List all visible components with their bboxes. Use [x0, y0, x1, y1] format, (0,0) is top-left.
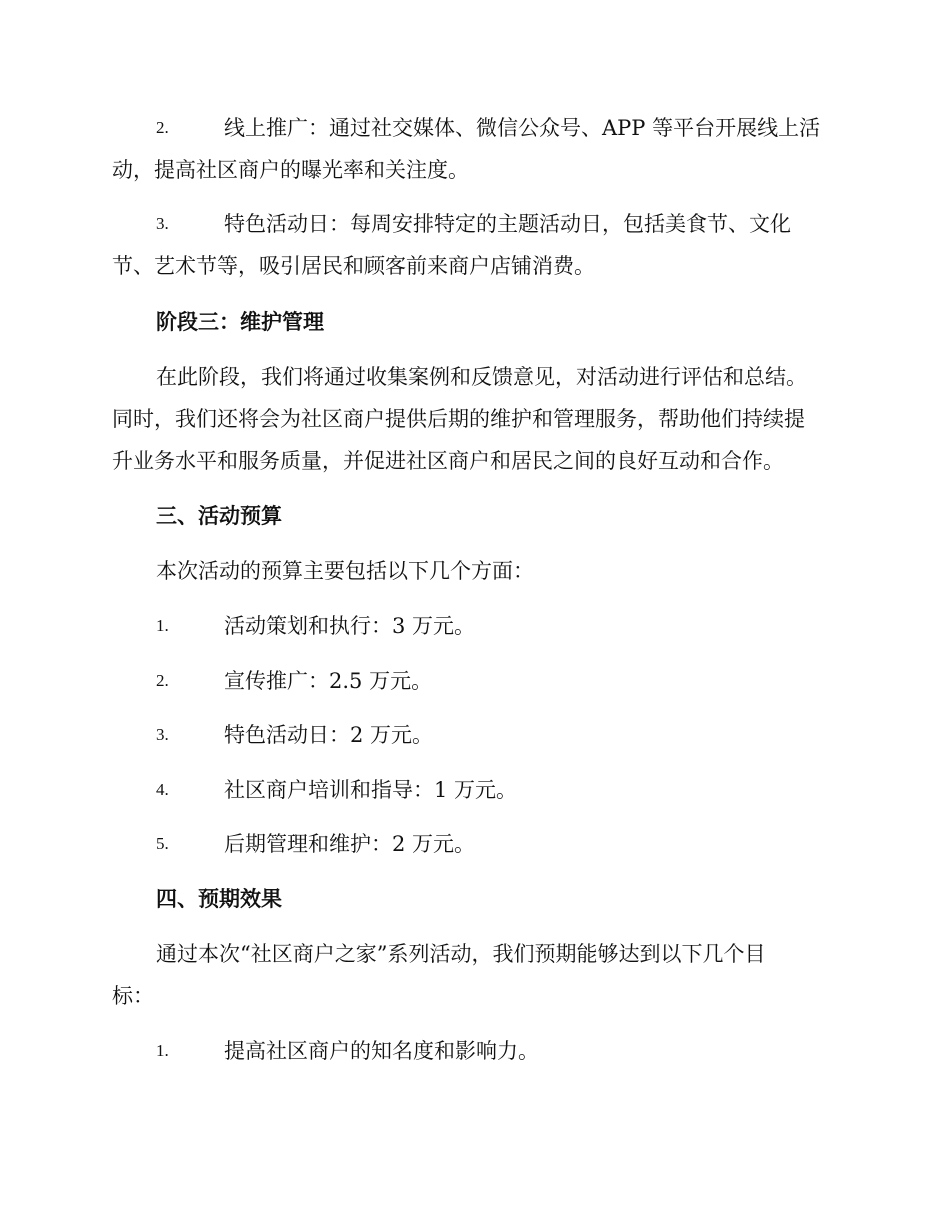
- list-number: 3.: [156, 725, 169, 744]
- list-number: 2.: [156, 671, 169, 690]
- section-heading-effects: 四、预期效果: [156, 886, 282, 911]
- paragraph-line: 本次活动的预算主要包括以下几个方面：: [156, 559, 534, 583]
- section-heading-budget: 三、活动预算: [156, 503, 282, 528]
- list-number: 1.: [156, 616, 169, 635]
- section-heading-stage3: 阶段三：维护管理: [156, 309, 324, 334]
- list-item-text: 宣传推广：2.5 万元。: [224, 669, 433, 693]
- paragraph-line: 升业务水平和服务质量，并促进社区商户和居民之间的良好互动和合作。: [112, 449, 784, 473]
- list-item-text: 后期管理和维护：2 万元。: [224, 832, 476, 856]
- list-item-text: 活动策划和执行：3 万元。: [224, 614, 476, 638]
- list-item-text: 社区商户培训和指导：1 万元。: [224, 778, 518, 802]
- paragraph-line: 同时，我们还将会为社区商户提供后期的维护和管理服务，帮助他们持续提: [112, 407, 805, 431]
- list-number: 3.: [156, 214, 169, 233]
- list-item-text: 线上推广：通过社交媒体、微信公众号、APP 等平台开展线上活: [224, 116, 821, 140]
- list-number: 2.: [156, 118, 169, 137]
- list-number: 4.: [156, 780, 169, 799]
- list-item-text: 特色活动日：2 万元。: [224, 723, 434, 747]
- list-item-text: 提高社区商户的知名度和影响力。: [224, 1039, 539, 1063]
- list-number: 1.: [156, 1041, 169, 1060]
- list-number: 5.: [156, 834, 169, 853]
- list-item-text: 特色活动日：每周安排特定的主题活动日，包括美食节、文化: [224, 212, 791, 236]
- list-item-continuation: 动，提高社区商户的曝光率和关注度。: [112, 158, 469, 182]
- paragraph-line: 在此阶段，我们将通过收集案例和反馈意见，对活动进行评估和总结。: [156, 365, 807, 389]
- paragraph-line: 标：: [112, 984, 154, 1008]
- paragraph-line: 通过本次“社区商户之家”系列活动，我们预期能够达到以下几个目: [156, 942, 766, 966]
- list-item-continuation: 节、艺术节等，吸引居民和顾客前来商户店铺消费。: [112, 254, 595, 278]
